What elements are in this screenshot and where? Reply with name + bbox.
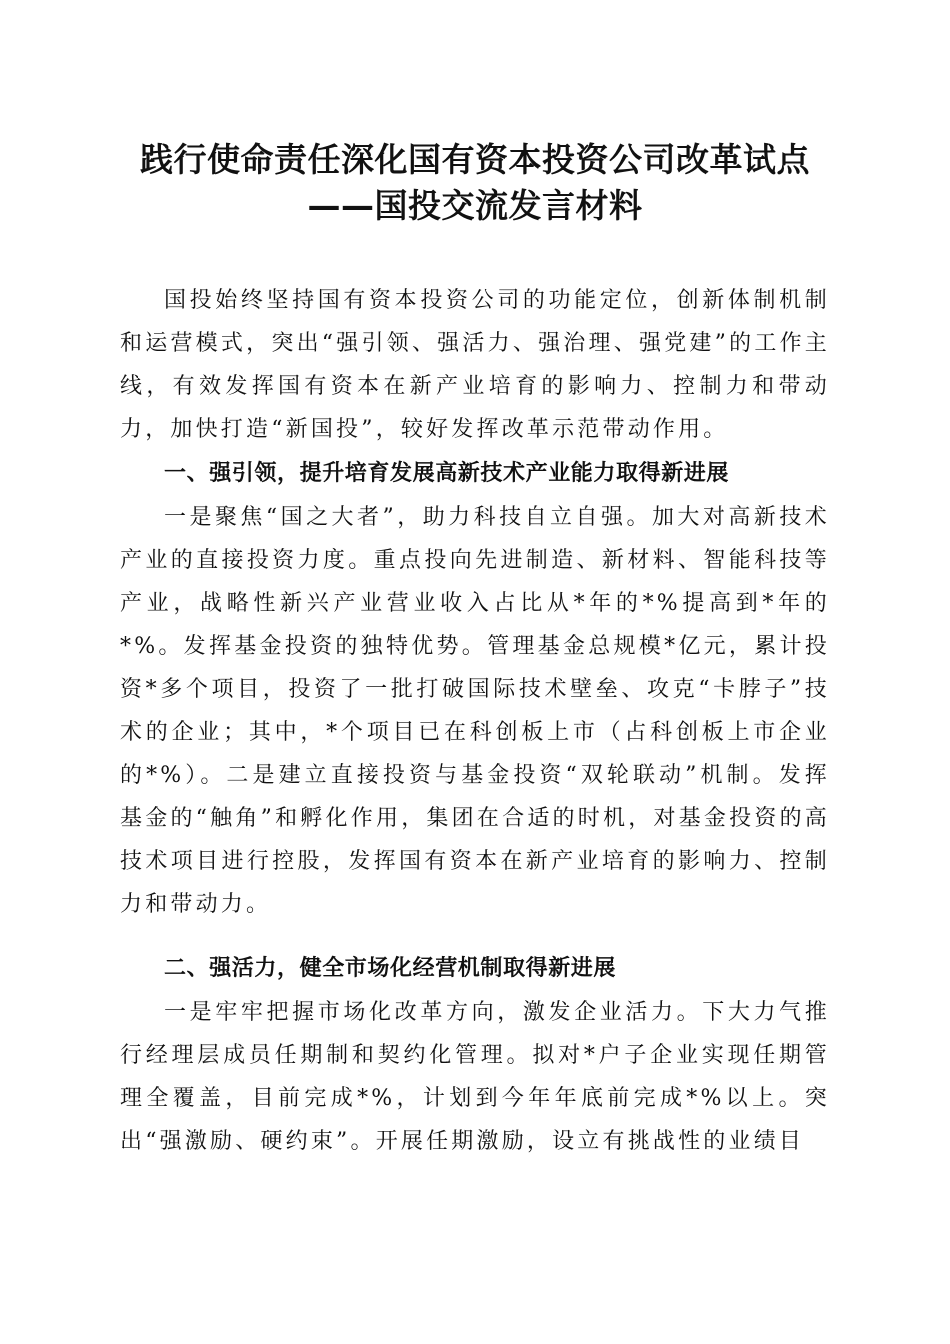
section-1-paragraph: 一是聚焦“国之大者”，助力科技自立自强。加大对高新技术产业的直接投资力度。重点投向先进制造、新材料、智能科技等产业，战略性新兴产业营业收入占比从*年的*%提高到*年的*%。发挥基金投资的独特优势。管理基金总规模*亿元，累计投资*多个项目，投资了一批打破国际技术壁垒、攻克“卡脖子”技术的企业；其中，*个项目已在科创板上市（占科创板上市企业的*%）。二是建立直接投资与基金投资“双轮联动”机制。发挥基金的“触角”和孵化作用，集团在合适的时机，对基金投资的高技术项目进行控股，发挥国有资本在新产业培育的影响力、控制力和带动力。: [120, 505, 830, 917]
section-2-heading: 二、强活力，健全市场化经营机制取得新进展: [164, 956, 617, 981]
section-2-paragraph: 一是牢牢把握市场化改革方向，激发企业活力。下大力气推行经理层成员任期制和契约化管理。拟对*户子企业实现任期管理全覆盖，目前完成*%，计划到今年年底前完成*%以上。突出“强激励、硬约束”。开展任期激励，设立有挑战性的业绩目: [120, 1000, 830, 1154]
intro-paragraph: 国投始终坚持国有资本投资公司的功能定位，创新体制机制和运营模式，突出“强引领、强活力、强治理、强党建”的工作主线，有效发挥国有资本在新产业培育的影响力、控制力和带动力，加快打造“新国投”，较好发挥改革示范带动作用。: [120, 288, 830, 442]
document-title-line-1: 践行使命责任深化国有资本投资公司改革试点: [140, 140, 810, 179]
section-1-heading: 一、强引领，提升培育发展高新技术产业能力取得新进展: [164, 461, 730, 486]
document-title-line-2: ——国投交流发言材料: [307, 186, 643, 225]
